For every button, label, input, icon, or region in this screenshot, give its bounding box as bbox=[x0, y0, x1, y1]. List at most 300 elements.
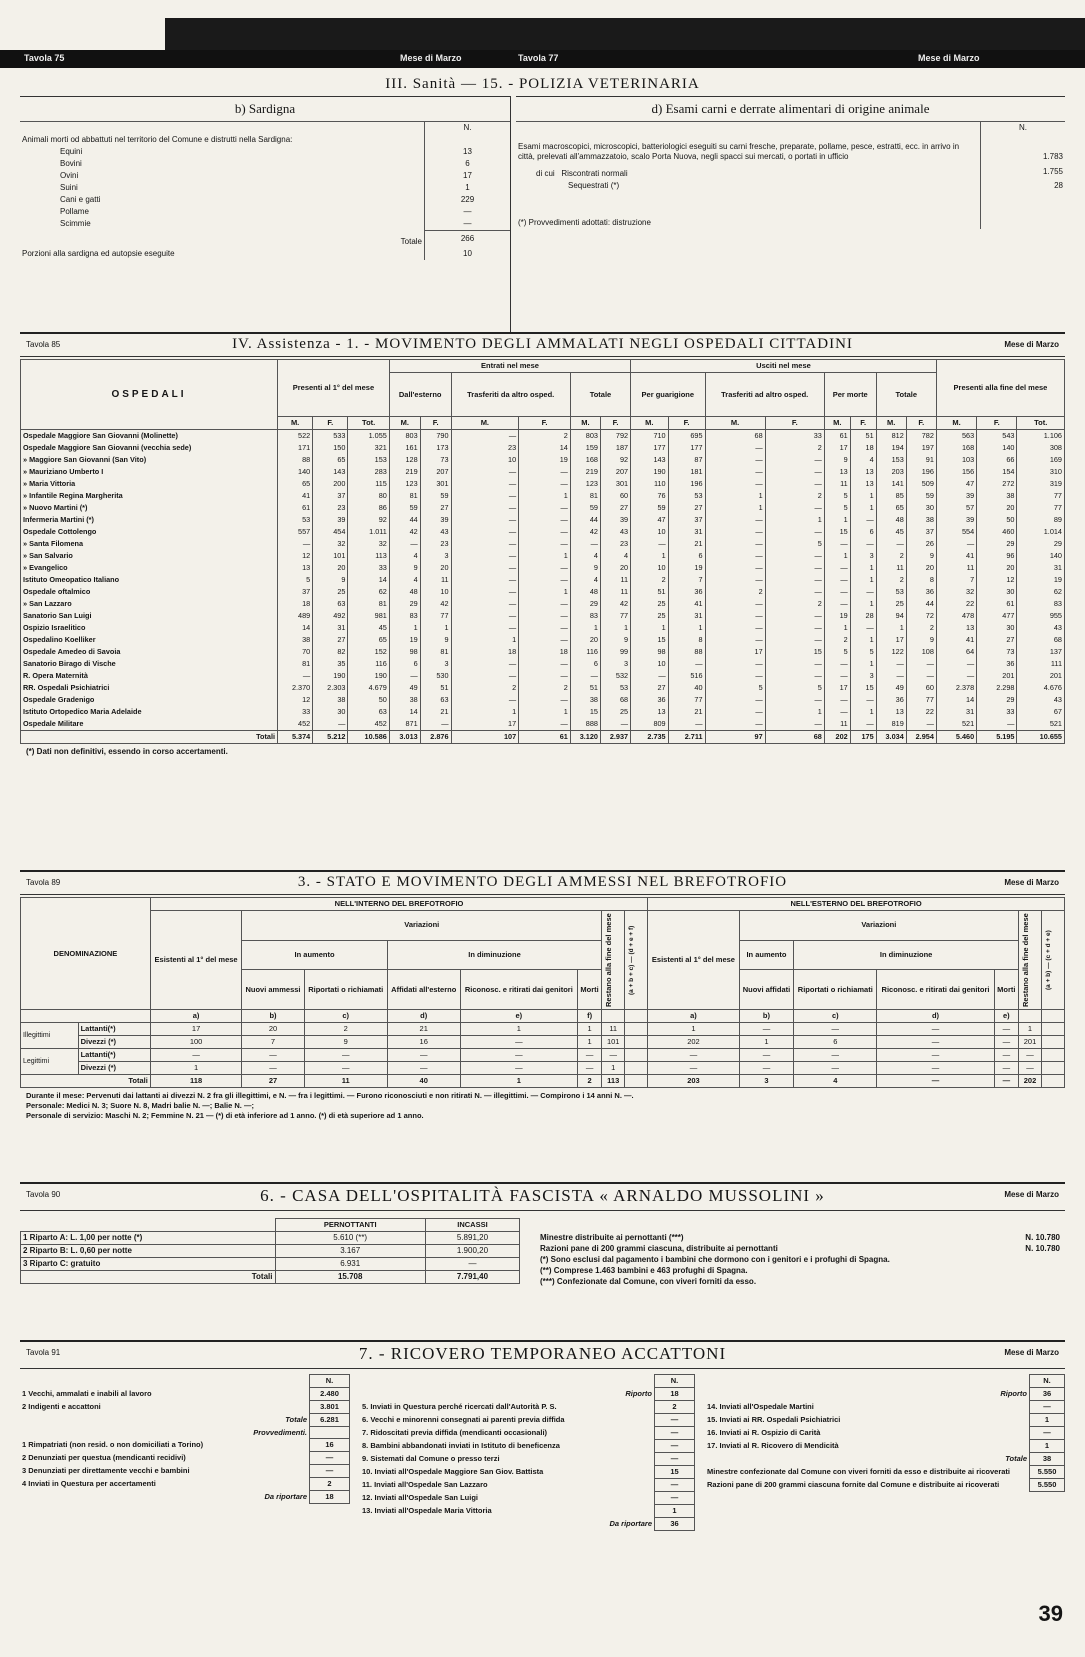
cell: 122 bbox=[876, 646, 906, 658]
cell: — bbox=[460, 1036, 577, 1049]
cell: — bbox=[739, 1049, 794, 1062]
cell: 19 bbox=[1017, 574, 1065, 586]
cell: 86 bbox=[348, 502, 389, 514]
totale-cell: 40 bbox=[387, 1075, 460, 1088]
h-sex: M. bbox=[705, 417, 765, 430]
cell: 4.676 bbox=[1017, 682, 1065, 694]
cell: 38 bbox=[570, 694, 600, 706]
cell: 782 bbox=[906, 430, 936, 443]
cell: 13 bbox=[850, 478, 876, 490]
cell: 62 bbox=[348, 586, 389, 598]
cell: 30 bbox=[977, 586, 1017, 598]
table-row bbox=[21, 1049, 1065, 1062]
cell: 81 bbox=[570, 490, 600, 502]
cell: 803 bbox=[570, 430, 600, 443]
cell: 110 bbox=[631, 478, 669, 490]
cell: 12 bbox=[278, 694, 313, 706]
cell: 1 bbox=[705, 502, 765, 514]
list-item bbox=[20, 1478, 350, 1491]
cell: 45 bbox=[348, 622, 389, 634]
cell: 25 bbox=[313, 586, 348, 598]
cell: 1 bbox=[631, 622, 669, 634]
section-title: 7. - RICOVERO TEMPORANEO ACCATTONI bbox=[358, 1344, 727, 1363]
cell: 9 bbox=[600, 634, 630, 646]
cell: 10 bbox=[420, 586, 451, 598]
cell: — bbox=[765, 634, 824, 646]
cell: — bbox=[451, 466, 519, 478]
cell: 6 bbox=[570, 658, 600, 670]
cell: 9 bbox=[304, 1036, 387, 1049]
cell: 65 bbox=[313, 454, 348, 466]
minestre-value: N. 10.780 bbox=[1025, 1233, 1060, 1242]
accattoni-value: 38 bbox=[1030, 1453, 1065, 1466]
cell: 68 bbox=[705, 430, 765, 443]
cell: 10 bbox=[451, 454, 519, 466]
ospitalita-total-inc: 7.791,40 bbox=[425, 1271, 519, 1284]
cell: — bbox=[570, 670, 600, 682]
list-item bbox=[705, 1466, 1065, 1479]
cell: 81 bbox=[389, 490, 420, 502]
cell: — bbox=[602, 1049, 625, 1062]
list-item bbox=[360, 1414, 695, 1427]
cell: 17 bbox=[824, 442, 850, 454]
ospedale-name: Ospedale Maggiore San Giovanni (vecchia sede) bbox=[21, 442, 278, 454]
sequestrati-value: 28 bbox=[981, 180, 1066, 192]
cell: 31 bbox=[668, 610, 705, 622]
accattoni-value: 5.550 bbox=[1030, 1479, 1065, 1492]
cell: 1 bbox=[850, 634, 876, 646]
cell: 59 bbox=[631, 502, 669, 514]
list-item bbox=[20, 1401, 350, 1414]
cell: 20 bbox=[420, 562, 451, 574]
di-cui: di cui bbox=[536, 169, 555, 178]
cell: 13 bbox=[278, 562, 313, 574]
col-n: N. bbox=[1030, 1375, 1065, 1388]
cell: — bbox=[794, 1049, 877, 1062]
table-row bbox=[21, 550, 1065, 562]
accattoni-label: Totale bbox=[285, 1415, 307, 1424]
ospedale-name: Sanatorio San Luigi bbox=[21, 610, 278, 622]
cell: — bbox=[850, 586, 876, 598]
accattoni-label: Riporto bbox=[1000, 1389, 1027, 1398]
cell: 50 bbox=[348, 694, 389, 706]
cell: — bbox=[631, 538, 669, 550]
totale-cell: 10.586 bbox=[348, 731, 389, 744]
h-nuovi: Nuovi ammessi bbox=[242, 970, 304, 1010]
cell: 51 bbox=[850, 430, 876, 443]
h-letter: b) bbox=[739, 1010, 794, 1023]
cell: 154 bbox=[977, 466, 1017, 478]
cell: — bbox=[460, 1049, 577, 1062]
cell: — bbox=[705, 574, 765, 586]
cell: 23 bbox=[313, 502, 348, 514]
cell: — bbox=[824, 598, 850, 610]
cell: — bbox=[765, 454, 824, 466]
cell: 557 bbox=[278, 526, 313, 538]
cell: 11 bbox=[824, 478, 850, 490]
h-riconosc: Riconosc. e ritirati dai genitori bbox=[460, 970, 577, 1010]
cell: 53 bbox=[668, 490, 705, 502]
cell: 27 bbox=[631, 682, 669, 694]
cell: 8 bbox=[668, 634, 705, 646]
h-esterno: NELL'ESTERNO DEL BREFOTROFIO bbox=[648, 898, 1065, 911]
pernottanti-value: 3.167 bbox=[275, 1245, 425, 1258]
cell: 1 bbox=[739, 1036, 794, 1049]
ospedali-table bbox=[20, 359, 1065, 744]
cell: 76 bbox=[631, 490, 669, 502]
table-row bbox=[21, 538, 1065, 550]
cell: — bbox=[936, 670, 976, 682]
accattoni-value: 15 bbox=[655, 1466, 695, 1479]
minestre-label: Minestre distribuite ai pernottanti (***) bbox=[540, 1233, 684, 1242]
cell: — bbox=[1019, 1062, 1042, 1075]
cell: 9 bbox=[906, 634, 936, 646]
cell: 190 bbox=[631, 466, 669, 478]
cell: — bbox=[824, 574, 850, 586]
cell: 521 bbox=[936, 718, 976, 731]
cell: — bbox=[451, 514, 519, 526]
ospedali-note: (*) Dati non definitivi, essendo in corso accertamenti. bbox=[26, 747, 228, 756]
cell: — bbox=[824, 694, 850, 706]
totale-cell: 27 bbox=[242, 1075, 304, 1088]
cell: — bbox=[387, 1049, 460, 1062]
cell: — bbox=[705, 466, 765, 478]
cell: 9 bbox=[906, 550, 936, 562]
cell: 301 bbox=[600, 478, 630, 490]
cell: 38 bbox=[389, 694, 420, 706]
cell: — bbox=[906, 658, 936, 670]
cell: 201 bbox=[1019, 1036, 1042, 1049]
accattoni-label: 17. Inviati al R. Ricovero di Mendicità bbox=[707, 1441, 839, 1450]
cell: 460 bbox=[977, 526, 1017, 538]
cell: — bbox=[451, 658, 519, 670]
cell: 18 bbox=[850, 442, 876, 454]
cell: 5 bbox=[824, 490, 850, 502]
cell: 87 bbox=[668, 454, 705, 466]
cell: — bbox=[824, 670, 850, 682]
tav-mid: Tavola 77 bbox=[518, 53, 559, 63]
cell: 2.370 bbox=[278, 682, 313, 694]
cell: 32 bbox=[348, 538, 389, 550]
sardigna-row-value: — bbox=[425, 218, 511, 231]
ospitalita-note-2: (**) Comprese 1.463 bambini e 463 profughi di Spagna. bbox=[540, 1266, 748, 1275]
cell: 13 bbox=[824, 466, 850, 478]
cell: — bbox=[519, 694, 571, 706]
cell: 33 bbox=[348, 562, 389, 574]
pernottanti-value: 6.931 bbox=[275, 1258, 425, 1271]
cell: 39 bbox=[600, 514, 630, 526]
cell: 1.014 bbox=[1017, 526, 1065, 538]
cell: 197 bbox=[906, 442, 936, 454]
accattoni-value: 3.801 bbox=[310, 1401, 350, 1414]
cell: — bbox=[519, 670, 571, 682]
cell: 1 bbox=[850, 502, 876, 514]
cell: 1 bbox=[876, 622, 906, 634]
cell: 1 bbox=[389, 622, 420, 634]
cell: 29 bbox=[977, 694, 1017, 706]
cell: 14 bbox=[278, 622, 313, 634]
cell: 452 bbox=[278, 718, 313, 731]
cell: 47 bbox=[631, 514, 669, 526]
cell: 5 bbox=[705, 682, 765, 694]
sardigna-row bbox=[20, 158, 510, 170]
cell: 17 bbox=[876, 634, 906, 646]
cell: 13 bbox=[936, 622, 976, 634]
cell: 42 bbox=[600, 598, 630, 610]
ospedale-name: Ospedale Maggiore San Giovanni (Molinette) bbox=[21, 430, 278, 443]
totale-cell: 113 bbox=[602, 1075, 625, 1088]
col-n: N. bbox=[310, 1375, 350, 1388]
cell: — bbox=[389, 670, 420, 682]
cell: 137 bbox=[1017, 646, 1065, 658]
cell: 100 bbox=[150, 1036, 241, 1049]
accattoni-value: — bbox=[655, 1453, 695, 1466]
cell: — bbox=[850, 622, 876, 634]
cell: — bbox=[877, 1023, 994, 1036]
table-row bbox=[21, 598, 1065, 610]
sardigna-row-value: 17 bbox=[425, 170, 511, 182]
cell: — bbox=[278, 538, 313, 550]
cell: 955 bbox=[1017, 610, 1065, 622]
cell: 11 bbox=[936, 562, 976, 574]
cell: 219 bbox=[389, 466, 420, 478]
cell: 57 bbox=[936, 502, 976, 514]
h-esterno: Dall'esterno bbox=[389, 373, 451, 417]
cell: 4.679 bbox=[348, 682, 389, 694]
cell: 159 bbox=[570, 442, 600, 454]
list-item bbox=[20, 1452, 350, 1465]
cell: 13 bbox=[631, 706, 669, 718]
list-item bbox=[705, 1388, 1065, 1401]
cell: 88 bbox=[278, 454, 313, 466]
cell: — bbox=[876, 658, 906, 670]
accattoni-value: — bbox=[655, 1440, 695, 1453]
list-item bbox=[20, 1414, 350, 1427]
cell: 14 bbox=[519, 442, 571, 454]
accattoni-value: 2 bbox=[655, 1401, 695, 1414]
cell: 68 bbox=[600, 694, 630, 706]
cell: 18 bbox=[519, 646, 571, 658]
cell: 2 bbox=[304, 1023, 387, 1036]
sardigna-row-value: 1 bbox=[425, 182, 511, 194]
accattoni-value: — bbox=[310, 1452, 350, 1465]
h-restano-ext-formula: (a + b) — (c + d + e) bbox=[1045, 930, 1052, 990]
cell: 489 bbox=[278, 610, 313, 622]
cell: — bbox=[765, 586, 824, 598]
cell: 36 bbox=[906, 586, 936, 598]
cell: 77 bbox=[1017, 502, 1065, 514]
cell: — bbox=[519, 658, 571, 670]
cell: — bbox=[850, 538, 876, 550]
cell: — bbox=[1019, 1049, 1042, 1062]
section-title: 3. - STATO E MOVIMENTO DEGLI AMMESSI NEL BREFOTROFIO bbox=[297, 874, 788, 890]
h-interno: NELL'INTERNO DEL BREFOTROFIO bbox=[150, 898, 647, 911]
cell: 91 bbox=[906, 454, 936, 466]
totale-cell: 203 bbox=[648, 1075, 739, 1088]
cell: — bbox=[765, 694, 824, 706]
cell: 19 bbox=[519, 454, 571, 466]
table-row bbox=[21, 1258, 520, 1271]
cell: 37 bbox=[313, 490, 348, 502]
cell: 15 bbox=[765, 646, 824, 658]
cell: 17 bbox=[705, 646, 765, 658]
brefotrofio-table bbox=[20, 897, 1065, 1088]
table-row bbox=[21, 1232, 520, 1245]
cell: 792 bbox=[600, 430, 630, 443]
accattoni-value: 1 bbox=[1030, 1440, 1065, 1453]
cell: — bbox=[794, 1023, 877, 1036]
table-row bbox=[21, 1036, 1065, 1049]
cell: 7 bbox=[242, 1036, 304, 1049]
cell: 41 bbox=[278, 490, 313, 502]
table-row bbox=[21, 658, 1065, 670]
cell: 1 bbox=[850, 658, 876, 670]
h-letter: b) bbox=[242, 1010, 304, 1023]
cell: 12 bbox=[278, 550, 313, 562]
cell: 47 bbox=[936, 478, 976, 490]
cell: — bbox=[765, 670, 824, 682]
cell: 1 bbox=[850, 490, 876, 502]
cell: — bbox=[460, 1062, 577, 1075]
cell: 543 bbox=[977, 430, 1017, 443]
section-polizia-veterinaria bbox=[20, 74, 1065, 332]
cell: 1 bbox=[519, 490, 571, 502]
cell: 173 bbox=[420, 442, 451, 454]
tav-label: Tavola 90 bbox=[26, 1190, 61, 1199]
totale-cell: 3.013 bbox=[389, 731, 420, 744]
cell: 36 bbox=[977, 658, 1017, 670]
cell: 7 bbox=[936, 574, 976, 586]
sardigna-row-label: Scimmie bbox=[60, 219, 91, 229]
cell: 181 bbox=[668, 466, 705, 478]
cell: 532 bbox=[600, 670, 630, 682]
cell: 21 bbox=[420, 706, 451, 718]
tav-left: Tavola 75 bbox=[24, 53, 65, 63]
h-totale-entrati: Totale bbox=[570, 373, 630, 417]
sardigna-row-label: Cani e gatti bbox=[60, 195, 101, 204]
accattoni-value: 18 bbox=[655, 1388, 695, 1401]
accattoni-label: 7. Ridoscitati previa diffida (mendicanti occasionali) bbox=[362, 1428, 548, 1437]
cell: 37 bbox=[668, 514, 705, 526]
cell: 3 bbox=[600, 658, 630, 670]
cell: — bbox=[519, 514, 571, 526]
totale-cell: 2.711 bbox=[668, 731, 705, 744]
cell: 1 bbox=[765, 706, 824, 718]
cell: — bbox=[705, 538, 765, 550]
accattoni-label: Provvedimenti. bbox=[253, 1427, 307, 1437]
cell: 51 bbox=[420, 682, 451, 694]
cell: 37 bbox=[278, 586, 313, 598]
ospedale-name: Infermeria Martini (*) bbox=[21, 514, 278, 526]
pernottanti-value: 5.610 (**) bbox=[275, 1232, 425, 1245]
h-sex: M. bbox=[936, 417, 976, 430]
cell: 1 bbox=[850, 598, 876, 610]
cell: 41 bbox=[668, 598, 705, 610]
cell: 77 bbox=[906, 694, 936, 706]
cell: 92 bbox=[600, 454, 630, 466]
cell: 2 bbox=[519, 682, 571, 694]
cell: — bbox=[451, 586, 519, 598]
h-denominazione: DENOMINAZIONE bbox=[21, 898, 151, 1010]
sardigna-row bbox=[20, 182, 510, 194]
cell: — bbox=[519, 538, 571, 550]
accattoni-label: 1 Rimpatriati (non resid. o non domiciliati a Torino) bbox=[22, 1440, 204, 1449]
cell: 140 bbox=[278, 466, 313, 478]
cell: 33 bbox=[278, 706, 313, 718]
incassi-value: 5.891,20 bbox=[425, 1232, 519, 1245]
cell: 3 bbox=[420, 550, 451, 562]
cell: 4 bbox=[389, 574, 420, 586]
cell: 44 bbox=[389, 514, 420, 526]
h-presenti-fine: Presenti alla fine del mese bbox=[936, 360, 1064, 417]
table-row bbox=[21, 622, 1065, 634]
cell: 6 bbox=[668, 550, 705, 562]
cell: 36 bbox=[668, 586, 705, 598]
cell: 1 bbox=[648, 1023, 739, 1036]
accattoni-value: — bbox=[655, 1414, 695, 1427]
cell: — bbox=[877, 1062, 994, 1075]
accattoni-label: 10. Inviati all'Ospedale Maggiore San Giov. Battista bbox=[362, 1467, 544, 1476]
cell: 29 bbox=[977, 538, 1017, 550]
cell: 59 bbox=[570, 502, 600, 514]
cell: — bbox=[765, 574, 824, 586]
cell: 59 bbox=[906, 490, 936, 502]
accattoni-value: — bbox=[655, 1492, 695, 1505]
cell: 49 bbox=[876, 682, 906, 694]
cell: 26 bbox=[906, 538, 936, 550]
cell: — bbox=[765, 610, 824, 622]
cell: 1 bbox=[824, 514, 850, 526]
cell: 2.378 bbox=[936, 682, 976, 694]
cell: — bbox=[570, 538, 600, 550]
h-sex: M. bbox=[389, 417, 420, 430]
h-letter: d) bbox=[877, 1010, 994, 1023]
h-sex: Tot. bbox=[1017, 417, 1065, 430]
cell: 29 bbox=[389, 598, 420, 610]
page-number: 39 bbox=[1038, 1601, 1063, 1626]
cell: 63 bbox=[348, 706, 389, 718]
cell: 5 bbox=[765, 538, 824, 550]
totali-label: Totali bbox=[21, 1075, 151, 1088]
accattoni-value: — bbox=[655, 1427, 695, 1440]
cell: 39 bbox=[936, 490, 976, 502]
cell: 21 bbox=[387, 1023, 460, 1036]
cell: — bbox=[705, 634, 765, 646]
h-sex: Tot. bbox=[348, 417, 389, 430]
list-item bbox=[20, 1491, 350, 1504]
cell: 15 bbox=[850, 682, 876, 694]
cell: 1 bbox=[668, 622, 705, 634]
cell: — bbox=[451, 502, 519, 514]
cell: — bbox=[451, 490, 519, 502]
h-entrati: Entrati nel mese bbox=[389, 360, 630, 373]
cell: — bbox=[765, 550, 824, 562]
totale-cell: 202 bbox=[1019, 1075, 1042, 1088]
cell: 11 bbox=[602, 1023, 625, 1036]
cell: — bbox=[850, 694, 876, 706]
riparto-label: 1 Riparto A: L. 1,00 per notte (*) bbox=[21, 1232, 276, 1245]
cell: 20 bbox=[570, 634, 600, 646]
cell: 36 bbox=[631, 694, 669, 706]
cell: — bbox=[739, 1023, 794, 1036]
list-item bbox=[20, 1439, 350, 1452]
cell: 2 bbox=[705, 586, 765, 598]
table-row bbox=[21, 490, 1065, 502]
table-row bbox=[21, 694, 1065, 706]
cell: 5 bbox=[278, 574, 313, 586]
cell: 2 bbox=[876, 550, 906, 562]
table-row bbox=[21, 454, 1065, 466]
